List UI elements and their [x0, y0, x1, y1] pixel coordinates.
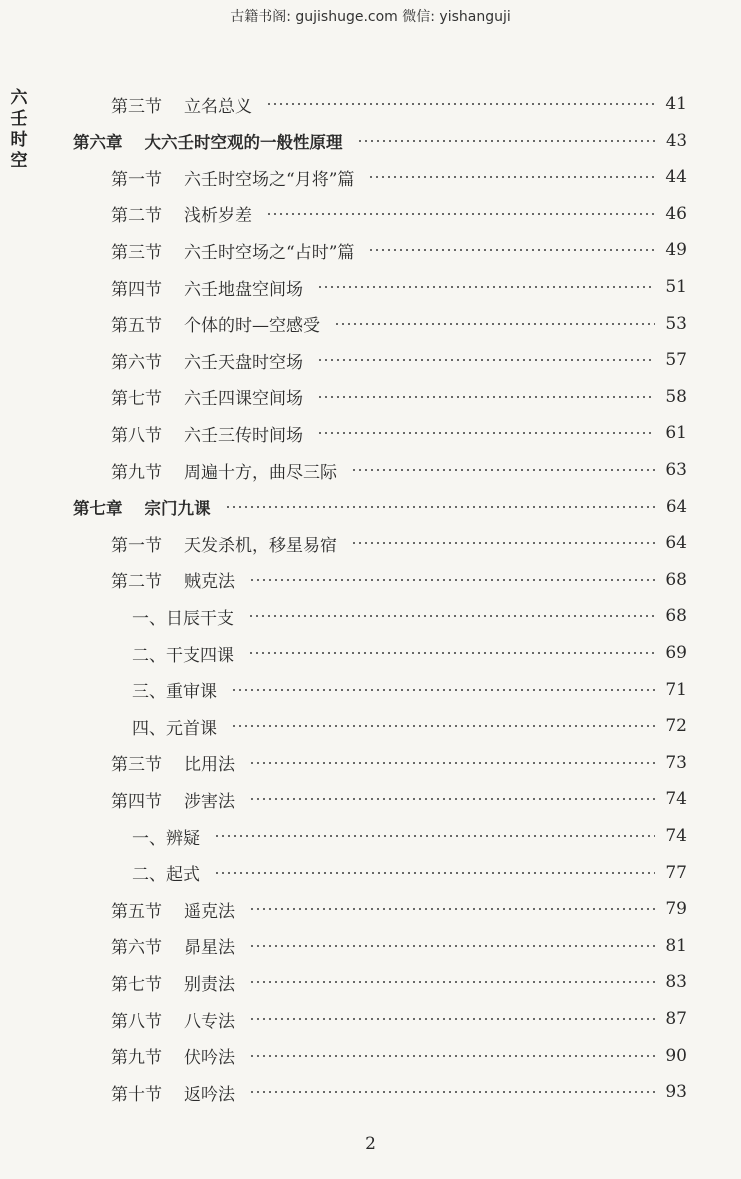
toc-section-entry: [111, 232, 687, 268]
toc-subentry: [132, 635, 687, 671]
entry-title: 大六壬时空观的一般性原理: [144, 132, 343, 152]
toc-section-entry: [111, 452, 687, 488]
entry-number: 第九节: [111, 1048, 162, 1069]
toc-section-entry: [111, 745, 687, 781]
entry-page-number: 44: [665, 167, 687, 188]
entry-page-number: 51: [665, 277, 687, 297]
watermark: 古籍书阁: gujishuge.com 微信: yishanguji: [230, 9, 511, 25]
dot-leader: [214, 835, 655, 837]
entry-title: 一、辨疑: [132, 828, 200, 849]
dot-leader: [249, 1055, 655, 1057]
entry-number: 第五节: [111, 901, 162, 922]
dot-leader: [334, 323, 655, 325]
entry-number: 第六节: [111, 352, 162, 373]
entry-title: 六壬时空场之“月将”篇: [184, 169, 355, 190]
entry-number: 第六节: [111, 938, 162, 959]
toc-section-entry: [111, 269, 687, 305]
entry-page-number: 83: [665, 972, 687, 993]
entry-number: 第四节: [111, 279, 162, 300]
toc-section-entry: [111, 415, 687, 451]
toc-section-entry: [111, 525, 687, 561]
entry-number: 第三节: [111, 242, 162, 263]
toc-section-entry: [111, 1074, 687, 1110]
entry-number: 第七节: [111, 389, 162, 410]
entry-title: 六壬时空场之“占时”篇: [184, 242, 355, 263]
dot-leader: [351, 469, 655, 471]
entry-page-number: 46: [665, 203, 687, 224]
entry-title: 浅析岁差: [184, 206, 252, 227]
dot-leader: [249, 981, 655, 983]
toc-section-entry: [111, 928, 687, 964]
entry-number: 第七节: [111, 974, 162, 995]
entry-page-number: 73: [665, 752, 687, 773]
toc-section-entry: [111, 306, 687, 342]
toc-section-entry: [111, 1038, 687, 1074]
toc-section-entry: [111, 891, 687, 927]
entry-page-number: 57: [665, 350, 687, 371]
dot-leader: [248, 652, 655, 654]
entry-page-number: 90: [665, 1045, 687, 1066]
side-running-title: 六壬时空: [10, 88, 28, 171]
entry-number: 第八节: [111, 1011, 162, 1032]
entry-number: 第二节: [111, 572, 162, 593]
dot-leader: [368, 249, 655, 251]
toc-chapter-entry: [73, 123, 687, 159]
entry-title: 贼克法: [184, 572, 235, 593]
dot-leader: [225, 506, 657, 508]
toc-section-entry: [111, 196, 687, 232]
entry-number: 第八节: [111, 425, 162, 446]
entry-number: 第一节: [111, 535, 162, 556]
entry-title: 个体的时—空感受: [184, 316, 320, 337]
toc-section-entry: [111, 379, 687, 415]
entry-number: 第五节: [111, 316, 162, 337]
entry-title: 天发杀机，移星易宿: [184, 535, 337, 556]
entry-number: 第十节: [111, 1084, 162, 1105]
entry-title: 一、日辰干支: [132, 608, 234, 629]
entry-page-number: 81: [665, 935, 687, 956]
dot-leader: [317, 286, 655, 288]
entry-page-number: 74: [665, 789, 687, 810]
dot-leader: [249, 1091, 655, 1093]
dot-leader: [266, 213, 655, 215]
toc-subentry: [132, 708, 687, 744]
entry-page-number: 87: [665, 1009, 687, 1029]
dot-leader: [249, 945, 655, 947]
entry-title: 二、起式: [132, 865, 200, 886]
entry-title: 六壬四课空间场: [184, 389, 303, 410]
entry-page-number: 63: [665, 460, 687, 480]
entry-title: 昴星法: [184, 938, 235, 959]
toc-chapter-entry: [73, 489, 687, 525]
entry-page-number: 79: [665, 899, 687, 920]
toc-section-entry: [111, 781, 687, 817]
entry-title: 立名总义: [184, 96, 252, 117]
entry-title: 伏吟法: [184, 1048, 235, 1069]
toc-section-entry: [111, 342, 687, 378]
toc-subentry: [132, 672, 687, 708]
entry-title: 别责法: [184, 974, 235, 995]
entry-page-number: 77: [665, 862, 687, 883]
dot-leader: [317, 396, 655, 398]
dot-leader: [266, 103, 655, 105]
entry-number: 第三节: [111, 96, 162, 117]
entry-page-number: 68: [665, 606, 687, 627]
entry-page-number: 41: [665, 94, 687, 114]
entry-number: 第三节: [111, 755, 162, 776]
dot-leader: [357, 140, 657, 142]
entry-title: 二、干支四课: [132, 645, 234, 666]
entry-number: 第一节: [111, 169, 162, 190]
dot-leader: [351, 542, 655, 544]
dot-leader: [317, 432, 655, 434]
entry-title: 比用法: [184, 755, 235, 776]
entry-number: 第七章: [73, 498, 123, 518]
toc-subentry: [132, 598, 687, 634]
toc-subentry: [132, 818, 687, 854]
entry-number: 第九节: [111, 462, 162, 483]
entry-title: 周遍十方，曲尽三际: [184, 462, 337, 483]
entry-title: 四、元首课: [132, 718, 217, 739]
entry-page-number: 69: [665, 643, 687, 663]
dot-leader: [231, 689, 655, 691]
entry-page-number: 72: [665, 716, 687, 737]
dot-leader: [248, 615, 655, 617]
dot-leader: [249, 908, 655, 910]
entry-page-number: 64: [666, 497, 687, 517]
entry-page-number: 61: [665, 423, 687, 444]
dot-leader: [214, 872, 655, 874]
entry-title: 六壬三传时间场: [184, 425, 303, 446]
toc-section-entry: [111, 964, 687, 1000]
entry-page-number: 74: [665, 826, 687, 846]
entry-page-number: 64: [665, 533, 687, 554]
entry-page-number: 58: [665, 386, 687, 407]
toc-section-entry: [111, 562, 687, 598]
entry-number: 第二节: [111, 206, 162, 227]
entry-page-number: 71: [665, 679, 687, 700]
dot-leader: [231, 725, 655, 727]
entry-title: 三、重审课: [132, 682, 217, 703]
page-number: 2: [365, 1134, 376, 1154]
toc-section-entry: [111, 1001, 687, 1037]
entry-page-number: 43: [666, 131, 687, 151]
toc-subentry: [132, 855, 687, 891]
entry-title: 返吟法: [184, 1084, 235, 1105]
entry-page-number: 68: [665, 569, 687, 590]
dot-leader: [249, 762, 655, 764]
toc-section-entry: [111, 159, 687, 195]
dot-leader: [368, 176, 655, 178]
entry-title: 遥克法: [184, 901, 235, 922]
entry-page-number: 93: [665, 1082, 687, 1103]
dot-leader: [249, 579, 655, 581]
dot-leader: [317, 359, 655, 361]
entry-title: 六壬天盘时空场: [184, 352, 303, 373]
dot-leader: [249, 1018, 655, 1020]
entry-title: 涉害法: [184, 791, 235, 812]
entry-title: 八专法: [184, 1011, 235, 1032]
entry-number: 第六章: [73, 132, 123, 152]
toc-section-entry: [111, 86, 687, 122]
entry-title: 宗门九课: [144, 498, 211, 518]
entry-page-number: 53: [665, 313, 687, 334]
entry-title: 六壬地盘空间场: [184, 279, 303, 300]
entry-page-number: 49: [665, 240, 687, 261]
dot-leader: [249, 798, 655, 800]
entry-number: 第四节: [111, 791, 162, 812]
